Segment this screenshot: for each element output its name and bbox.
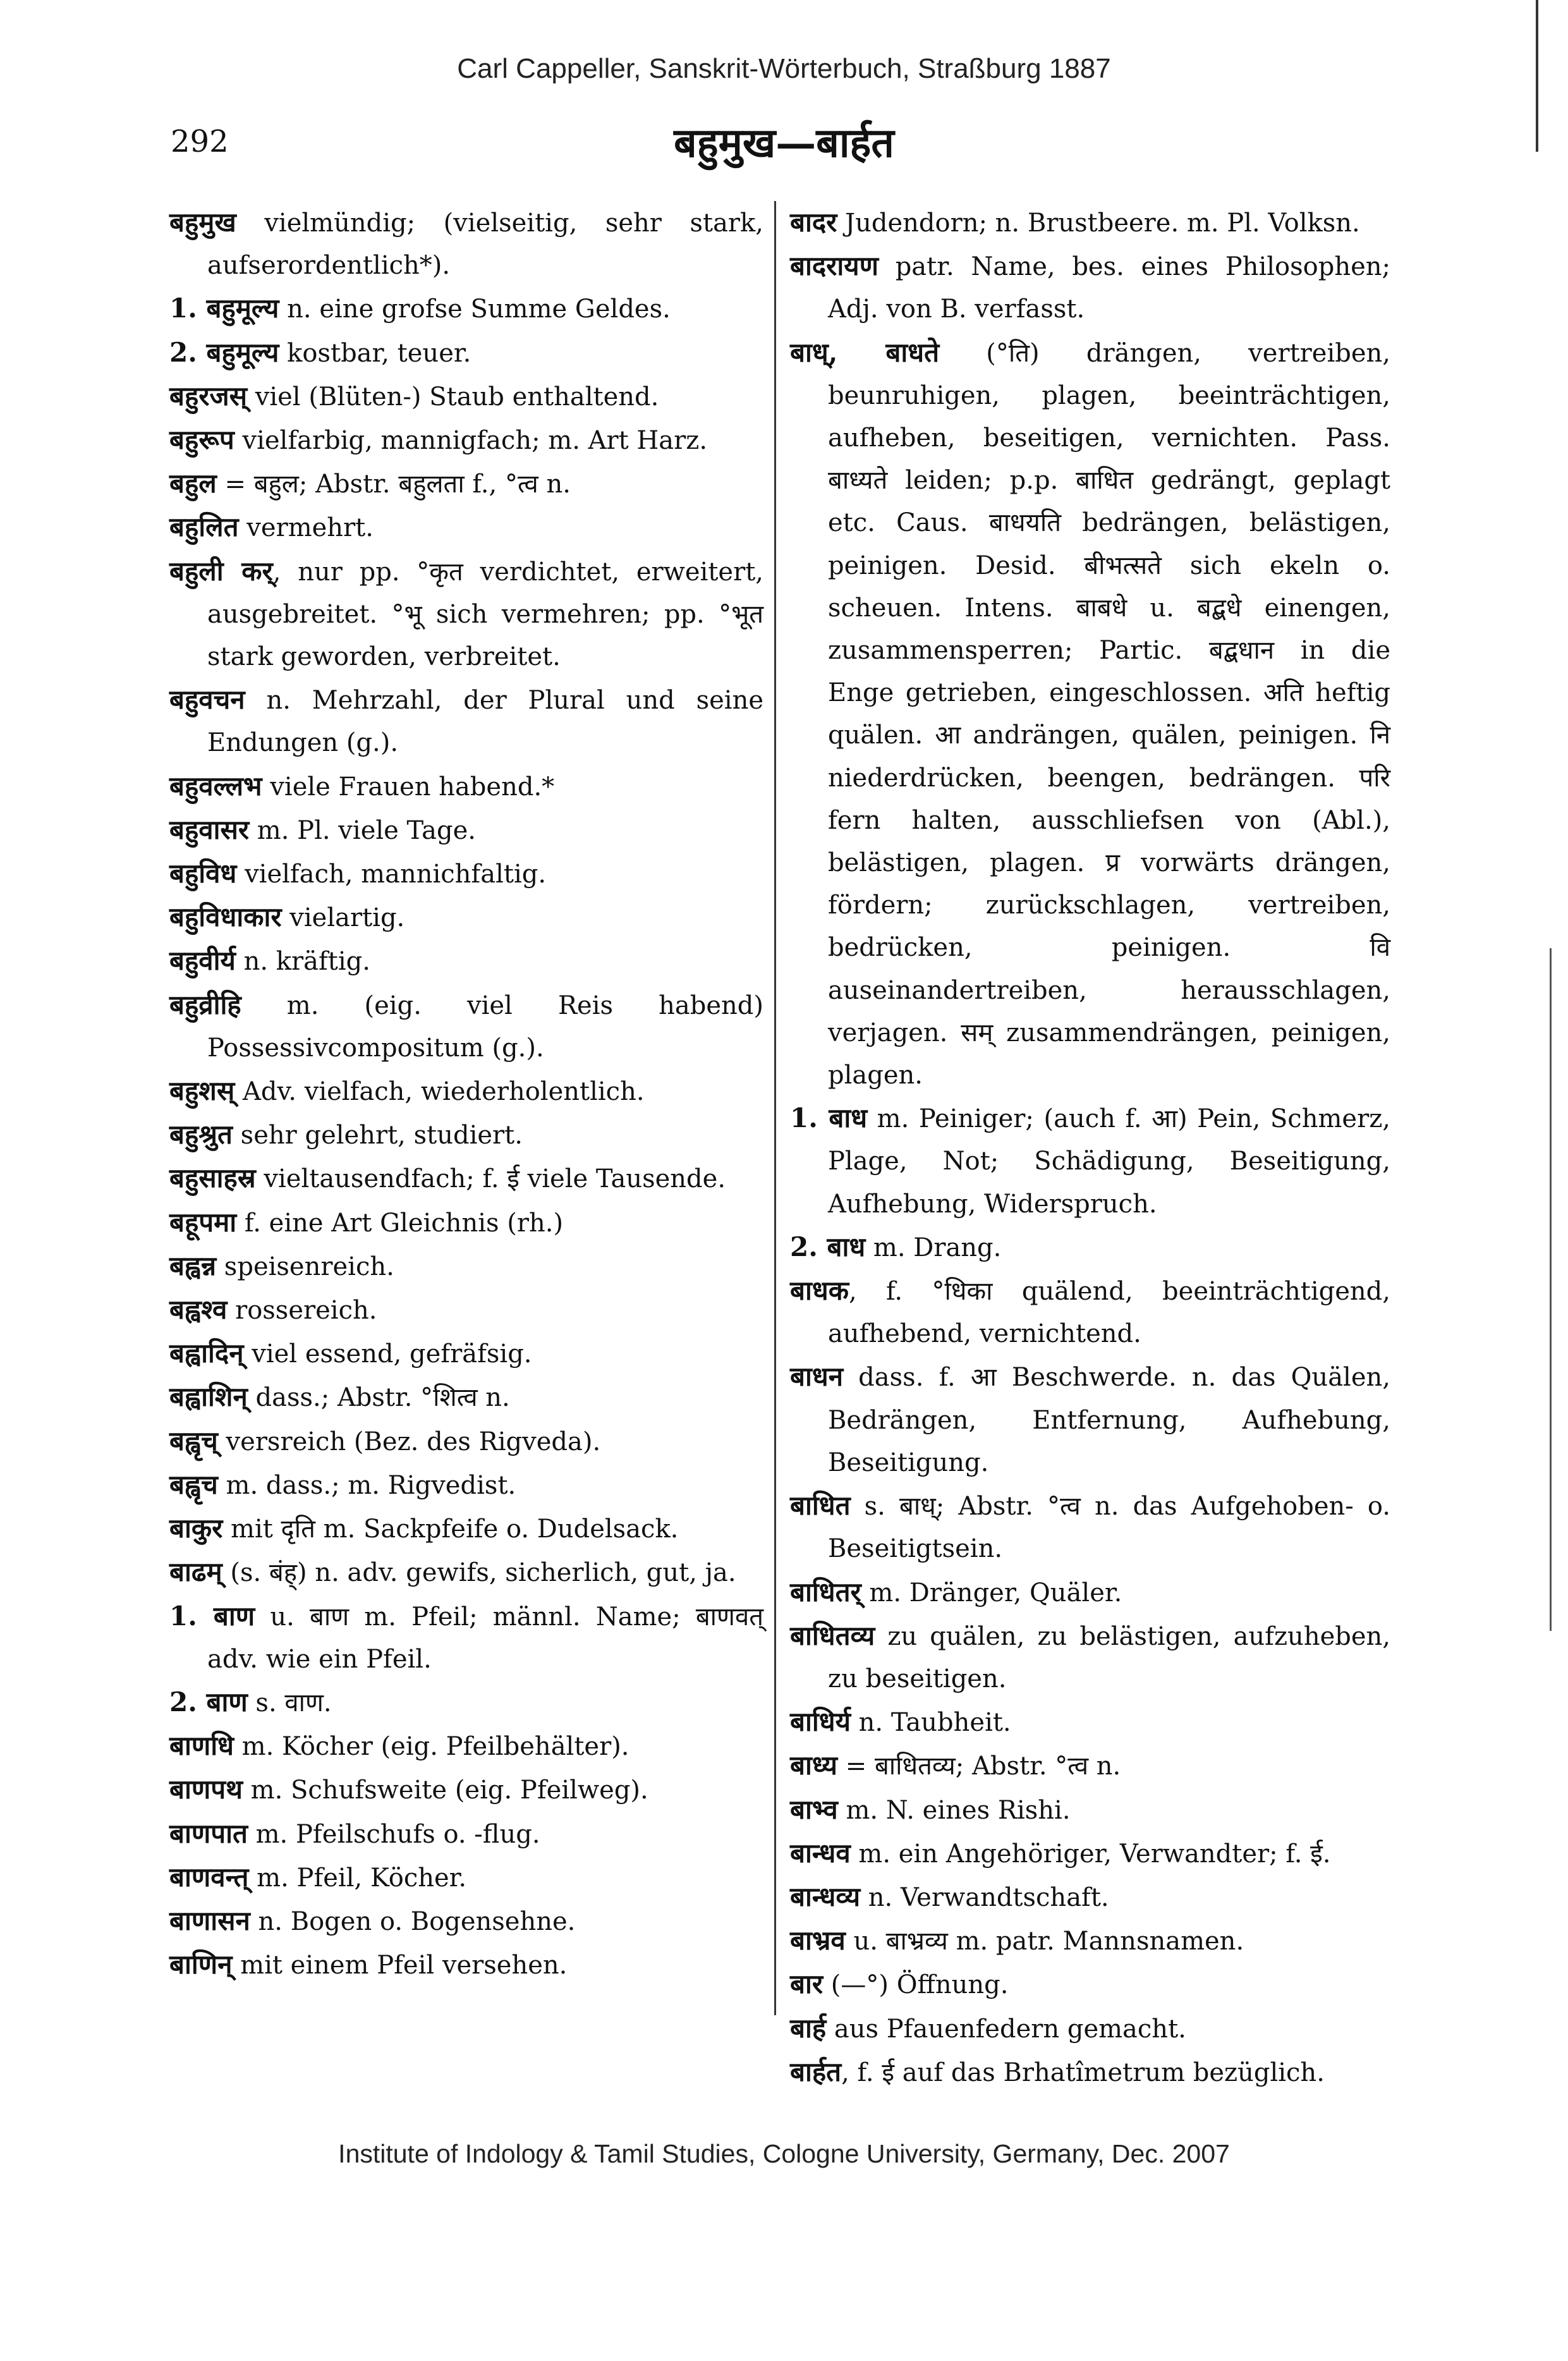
entry-definition: m. Pfeil, Köcher. <box>248 1863 467 1893</box>
entry-definition: u. बाभ्रव्य m. patr. Mannsnamen. <box>845 1927 1244 1956</box>
entry-definition: zu quälen, zu belästigen, aufzuheben, zu beseitigen. <box>828 1621 1390 1693</box>
entry-definition: mit einem Pfeil versehen. <box>232 1951 568 1980</box>
dictionary-entry <box>169 1900 763 1943</box>
dictionary-entry <box>790 1484 1390 1570</box>
entry-headword: बहुमुख <box>169 207 236 238</box>
entry-definition: s. बाध्; Abstr. °त्व n. das Aufgehoben- o. Beseitigtsein. <box>828 1492 1390 1564</box>
dictionary-entry <box>169 1201 763 1245</box>
dictionary-entry <box>169 1332 763 1376</box>
entry-headword: बहुलित <box>169 511 239 543</box>
entry-headword: बहुवचन <box>169 684 245 716</box>
entry-headword: बहूपमा <box>169 1206 237 1238</box>
dictionary-entry <box>790 201 1390 245</box>
dictionary-entry <box>169 1595 763 1681</box>
footer-credit: Institute of Indology & Tamil Studies, Cologne University, Germany, Dec. 2007 <box>338 2139 1230 2168</box>
entry-definition: vieltausendfach; f. ई viele Tausende. <box>255 1164 726 1194</box>
entry-headword: बार्हत <box>790 2056 842 2087</box>
entry-definition: versreich (Bez. des Rigveda). <box>217 1427 601 1456</box>
dictionary-entry <box>169 678 763 764</box>
entry-headword: बहुशस् <box>169 1075 235 1107</box>
entry-headword: बाधित <box>790 1490 851 1522</box>
dictionary-entry <box>790 1963 1390 2006</box>
entry-headword: बह्वृच <box>169 1468 218 1500</box>
running-head: बहुमुख—बार्हत <box>674 119 894 167</box>
entry-headword: बाभ्व <box>790 1793 838 1825</box>
dictionary-entry <box>790 1876 1390 1919</box>
entry-definition: m. Dränger, Quäler. <box>861 1578 1122 1608</box>
dictionary-entry <box>790 1919 1390 1963</box>
entry-headword: बहुव्रीहि <box>169 989 241 1020</box>
entry-definition: dass.; Abstr. °शित्व n. <box>247 1383 510 1413</box>
column-divider <box>774 201 776 2015</box>
entry-headword: बान्धव्य <box>790 1881 861 1912</box>
entry-headword: बाढम् <box>169 1556 222 1588</box>
entry-definition: dass. f. आ Beschwerde. n. das Quälen, Bedrängen, Entfernung, Aufhebung, Beseitigung. <box>828 1363 1390 1477</box>
entry-headword: बान्धव <box>790 1837 851 1869</box>
entry-headword: बाणधि <box>169 1730 234 1762</box>
entry-headword: बार्ह <box>790 2012 827 2044</box>
entry-definition: (s. बंह्) n. adv. gewifs, sicherlich, gut, ja. <box>222 1558 736 1588</box>
entry-headword: बादरायण <box>790 250 878 282</box>
entry-definition: sehr gelehrt, studiert. <box>232 1121 523 1150</box>
entry-definition: n. Verwandtschaft. <box>860 1882 1109 1912</box>
entry-headword: बाध्, बाधते <box>790 336 940 368</box>
entry-definition: = बाधितव्य; Abstr. °त्व n. <box>837 1752 1121 1781</box>
entry-definition: m. dass.; m. Rigvedist. <box>217 1470 516 1500</box>
entry-headword: बाधितव्य <box>790 1620 875 1651</box>
dictionary-entry <box>169 1376 763 1419</box>
dictionary-entry <box>169 808 763 852</box>
page-number: 292 <box>171 124 229 159</box>
entry-definition: m. (eig. viel Reis habend) Possessivcompositum (g.). <box>207 991 763 1063</box>
dictionary-entry <box>169 765 763 808</box>
dictionary-entry <box>169 287 763 331</box>
dictionary-entry <box>790 2007 1390 2051</box>
entry-definition: , nur pp. °कृत verdichtet, erweitert, ausgebreitet. °भू sich vermehren; pp. °भूत stark geworden, verbreitet. <box>207 557 763 672</box>
dictionary-entry <box>169 939 763 983</box>
dictionary-entry <box>169 1420 763 1463</box>
entry-definition: viel essend, gefräfsig. <box>243 1339 532 1369</box>
entry-headword: बाणवन्त् <box>169 1861 249 1893</box>
entry-headword: बहुवासर <box>169 814 250 845</box>
dictionary-entry <box>169 1724 763 1768</box>
entry-headword: बाभ्रव <box>790 1925 846 1956</box>
entry-headword: बह्वृच् <box>169 1425 218 1456</box>
entry-headword: बाधक <box>790 1275 849 1307</box>
entry-definition: n. Bogen o. Bogensehne. <box>250 1906 576 1936</box>
dictionary-entry <box>790 1571 1390 1614</box>
dictionary-entry <box>169 1070 763 1113</box>
entry-definition: (°ति) drängen, vertreiben, beunruhigen, plagen, beeinträchtigen, aufheben, beseitigen, vernichten. Pass. बाध्यते leiden; p.p. बाधित gedrängt, geplagt etc. Caus. बाधयति bedrängen, belästigen, peinigen. Desid. बीभत्सते sich ekeln o. scheuen. Intens. बाबधे u. बद्बधे einengen, zusammensperren; Partic. बद्बधान in die Enge getrieben, eingeschlossen. अति heftig quälen. आ andrängen, quälen, peinigen. नि niederdrücken, beengen, bedrängen. परि fern halten, ausschliefsen von (Abl.), belästigen, plagen. प्र vorwärts drängen, fördern; zurückschlagen, vertreiben, bedrücken, peinigen. वि auseinandertreiben, herausschlagen, verjagen. सम् zusammendrängen, peinigen, plagen. <box>828 338 1390 1090</box>
entry-definition: m. Köcher (eig. Pfeilbehälter). <box>233 1732 629 1762</box>
dictionary-entry <box>169 506 763 549</box>
entry-definition: (—°) Öffnung. <box>823 1970 1009 2000</box>
entry-definition: , f. ई auf das Brhatîmetrum bezüglich. <box>841 2058 1325 2087</box>
scan-edge-line-lower <box>1550 948 1552 1631</box>
entry-headword: बादर <box>790 207 837 238</box>
dictionary-entry <box>169 462 763 506</box>
entry-definition: vielartig. <box>281 903 405 933</box>
entry-definition: aus Pfauenfedern gemacht. <box>826 2014 1186 2044</box>
entry-definition: vielfach, mannichfaltig. <box>236 860 547 889</box>
dictionary-entry <box>169 1463 763 1507</box>
dictionary-entry <box>169 1157 763 1200</box>
dictionary-entry <box>790 1226 1390 1269</box>
entry-definition: n. Taubheit. <box>850 1708 1011 1738</box>
dictionary-entry <box>790 1355 1390 1484</box>
entry-headword: बाधितर् <box>790 1576 861 1608</box>
dictionary-entry <box>169 201 763 287</box>
left-column <box>169 201 763 1987</box>
dictionary-entry <box>790 1744 1390 1788</box>
entry-headword: बहुवीर्य <box>169 945 236 977</box>
entry-definition: patr. Name, bes. eines Philosophen; Adj. von B. verfasst. <box>828 252 1390 324</box>
dictionary-entry <box>790 245 1390 331</box>
entry-definition: n. Mehrzahl, der Plural und seine Endungen (g.). <box>207 686 763 758</box>
entry-headword: बाणासन <box>169 1905 250 1936</box>
entry-definition: viele Frauen habend.* <box>262 772 555 802</box>
entry-headword: बहुश्रुत <box>169 1119 233 1150</box>
dictionary-entry <box>169 1681 763 1724</box>
entry-headword: 2. बहुमूल्य <box>169 336 279 368</box>
entry-headword: बहुली कर् <box>169 555 273 587</box>
entry-headword: 2. बाण <box>169 1686 248 1717</box>
dictionary-entry <box>790 1832 1390 1876</box>
dictionary-entry <box>169 1551 763 1594</box>
entry-definition: speisenreich. <box>216 1252 394 1281</box>
entry-headword: बाधिर्य <box>790 1706 851 1738</box>
dictionary-entry <box>169 896 763 939</box>
entry-definition: vielmündig; (vielseitig, sehr stark, aufserordentlich*). <box>207 209 763 281</box>
entry-definition: u. बाण m. Pfeil; männl. Name; बाणवत् adv. wie ein Pfeil. <box>207 1602 764 1674</box>
entry-headword: बहुसाहस्र <box>169 1162 256 1194</box>
entry-definition: s. वाण. <box>247 1688 332 1717</box>
entry-definition: m. Drang. <box>865 1233 1002 1262</box>
dictionary-entry <box>169 1288 763 1332</box>
entry-headword: बहुरजस् <box>169 380 248 412</box>
dictionary-entry <box>790 1097 1390 1226</box>
dictionary-entry <box>169 1507 763 1551</box>
dictionary-entry <box>790 2051 1390 2094</box>
entry-definition: m. ein Angehöriger, Verwandter; f. ई. <box>850 1839 1331 1869</box>
entry-headword: बह्वश्व <box>169 1294 228 1326</box>
entry-definition: m. N. eines Rishi. <box>837 1795 1071 1825</box>
entry-headword: 1. बहुमूल्य <box>169 293 279 324</box>
entry-headword: बहुविधाकार <box>169 901 282 933</box>
entry-definition: kostbar, teuer. <box>279 338 471 368</box>
entry-definition: viel (Blüten-) Staub enthaltend. <box>247 382 659 412</box>
entry-definition: n. eine grofse Summe Geldes. <box>279 295 671 324</box>
entry-headword: बहुरूप <box>169 424 234 456</box>
entry-definition: f. eine Art Gleichnis (rh.) <box>236 1208 564 1238</box>
dictionary-entry <box>169 852 763 896</box>
dictionary-entry <box>169 1856 763 1900</box>
entry-definition: m. Schufsweite (eig. Pfeilweg). <box>242 1776 648 1805</box>
dictionary-entry <box>169 550 763 679</box>
right-column <box>790 201 1390 2094</box>
dictionary-entry <box>169 1812 763 1856</box>
dictionary-entry <box>790 1788 1390 1832</box>
dictionary-entry <box>169 1113 763 1157</box>
entry-headword: बाणिन् <box>169 1949 233 1980</box>
dictionary-entry <box>169 1943 763 1987</box>
dictionary-entry <box>169 984 763 1070</box>
entry-definition: m. Peiniger; (auch f. आ) Pein, Schmerz, Plage, Not; Schädigung, Beseitigung, Aufhebung, Widerspruch. <box>828 1104 1390 1219</box>
entry-definition: = बहुल; Abstr. बहुलता f., °त्व n. <box>216 470 571 499</box>
entry-headword: बाणपात <box>169 1817 248 1849</box>
entry-headword: बह्वन्न <box>169 1250 217 1281</box>
entry-headword: बहुल <box>169 468 217 499</box>
entry-headword: 1. बाध <box>790 1102 868 1134</box>
entry-headword: बहुविध <box>169 858 237 889</box>
entry-headword: बाकुर <box>169 1513 223 1544</box>
dictionary-entry <box>790 1269 1390 1355</box>
scan-edge-line <box>1536 0 1538 152</box>
entry-definition: , f. °धिका quälend, beeinträchtigend, aufhebend, vernichtend. <box>828 1277 1390 1349</box>
entry-headword: बह्वादिन् <box>169 1338 244 1369</box>
dictionary-entry <box>790 331 1390 1097</box>
entry-headword: 1. बाण <box>169 1600 255 1632</box>
dictionary-entry <box>169 1768 763 1812</box>
entry-definition: Judendorn; n. Brustbeere. m. Pl. Volksn. <box>837 209 1360 238</box>
entry-headword: बाध्य <box>790 1750 838 1781</box>
entry-definition: m. Pfeilschufs o. -flug. <box>247 1819 540 1849</box>
dictionary-entry <box>169 418 763 462</box>
dictionary-entry <box>790 1614 1390 1700</box>
dictionary-entry <box>169 375 763 418</box>
entry-definition: rossereich. <box>227 1296 377 1326</box>
dictionary-entry <box>169 331 763 375</box>
entry-headword: बार <box>790 1968 824 2000</box>
entry-definition: Adv. vielfach, wiederholentlich. <box>234 1077 645 1107</box>
dictionary-entry <box>169 1245 763 1288</box>
entry-definition: vermehrt. <box>238 513 374 543</box>
dictionary-entry <box>790 1700 1390 1744</box>
entry-definition: m. Pl. viele Tage. <box>249 815 476 845</box>
header-credit: Carl Cappeller, Sanskrit-Wörterbuch, Straßburg 1887 <box>457 53 1111 84</box>
entry-headword: बाधन <box>790 1361 844 1393</box>
entry-headword: बहुवल्लभ <box>169 770 262 802</box>
entry-headword: बाणपथ <box>169 1774 243 1805</box>
entry-definition: n. kräftig. <box>235 947 370 977</box>
entry-definition: mit दृति m. Sackpfeife o. Dudelsack. <box>222 1515 679 1544</box>
entry-definition: vielfarbig, mannigfach; m. Art Harz. <box>234 426 708 456</box>
entry-headword: बह्वाशिन् <box>169 1381 248 1413</box>
entry-headword: 2. बाध <box>790 1231 866 1262</box>
